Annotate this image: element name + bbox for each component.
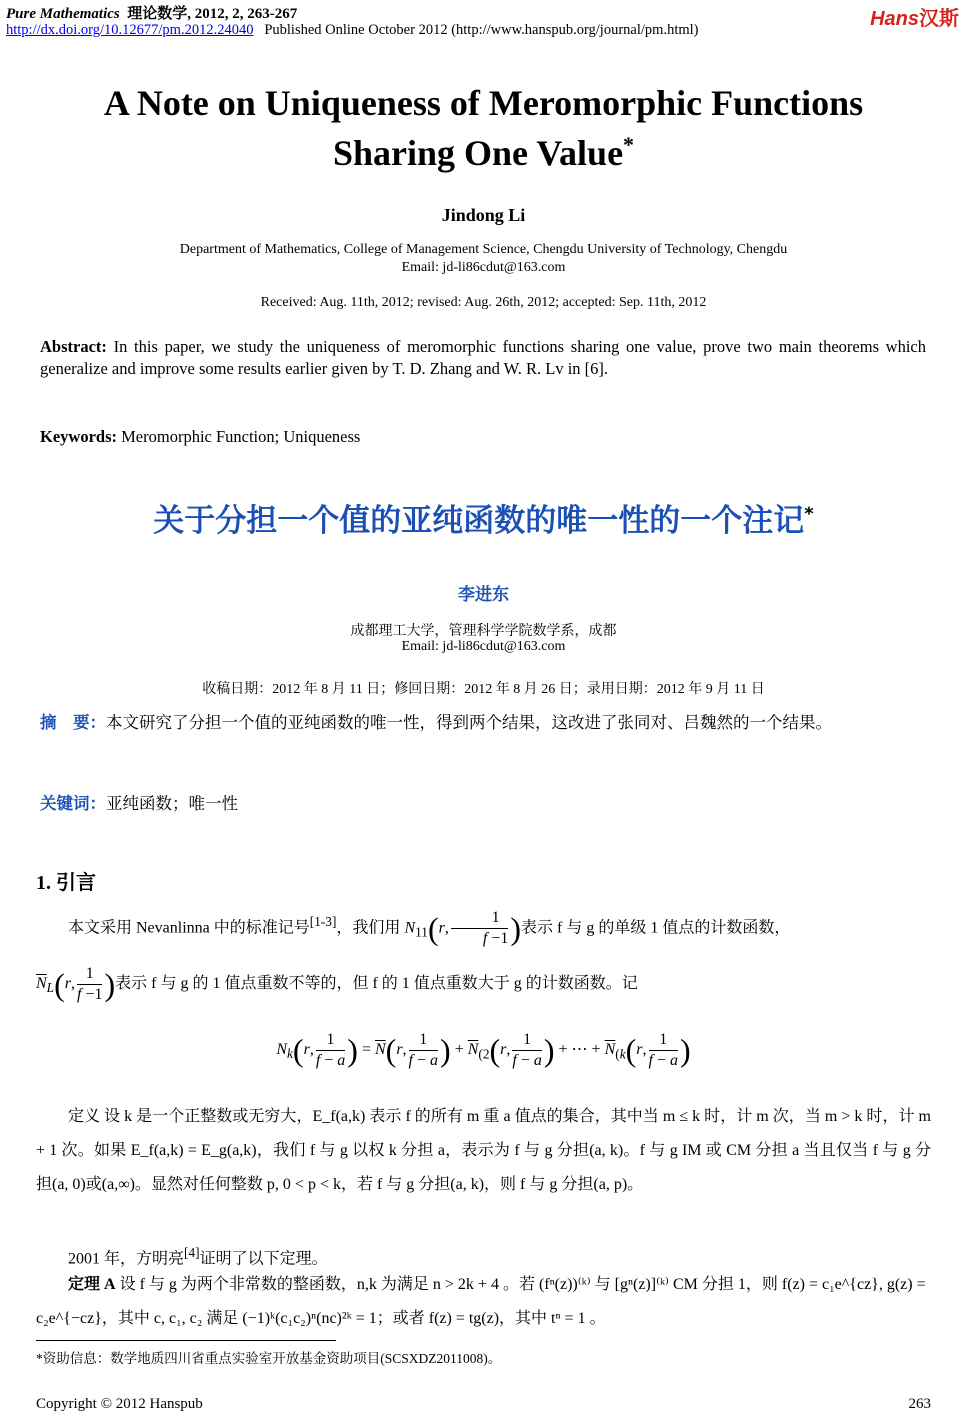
received-dates: Received: Aug. 11th, 2012; revised: Aug. 26th, 2012; accepted: Sep. 11th, 2012 [260, 295, 707, 310]
cn-received-dates: 收稿日期：2012 年 8 月 11 日；修回日期：2012 年 8 月 26 日；录用日期：2012 年 9 月 11 日 [202, 682, 765, 697]
published-info: Published Online October 2012 (http://www.hanspub.org/journal/pm.html) [264, 22, 699, 38]
p1-text-a: 本文采用 Nevanlinna 中的标准记号 [68, 919, 310, 937]
p3-text-a: 2001 年，方明亮 [68, 1250, 185, 1268]
doi-line [6, 22, 698, 39]
p2-text: 表示 f 与 g 的 1 值点重数不等的，但 f 的 1 值点重数大于 g 的计数函数。记 [115, 975, 638, 992]
hans-logo: Hans汉斯 [870, 6, 959, 30]
title-line-1: A Note on Uniqueness of Meromorphic Functions [103, 83, 864, 123]
cn-keywords-label: 关键词： [40, 794, 106, 813]
page-number: 263 [908, 1396, 931, 1412]
cn-title-footnote-mark: * [804, 503, 814, 525]
p1-text-b: ，我们用 [336, 919, 401, 937]
cn-title-text: 关于分担一个值的亚纯函数的唯一性的一个注记 [153, 503, 805, 539]
cn-keywords-text: 亚纯函数；唯一性 [106, 794, 238, 813]
abstract [40, 336, 926, 380]
cn-abstract-text: 本文研究了分担一个值的亚纯函数的唯一性，得到两个结果，这改进了张同对、吕魏然的一个结果。 [106, 713, 832, 732]
affiliation: Department of Mathematics, College of Management Science, Chengdu University of Technology, Chengdu [179, 242, 788, 257]
formula-nk: $N_k(r$, $\frac{1}{f - a}$ ) = $\overline{N}(r$, $\frac{1}{f - a}$ ) + $\overline{N}_{(2}(r$, $\frac{1}{f - a}$ ) + ⋯ + $\overline{N}_{(k}(r$, $\frac{1}{f - a}$ ) [276, 1031, 691, 1069]
keywords-label: Keywords: [40, 427, 117, 446]
p3-text-b: 证明了以下定理。 [199, 1250, 328, 1268]
citation: [4] [184, 1245, 200, 1260]
citation: [1-3] [309, 914, 337, 929]
footnote: *资助信息：数学地质四川省重点实验室开放基金资助项目(SCSXDZ2011008)。 [36, 1351, 502, 1366]
intro-paragraph-1: 本文采用 Nevanlinna 中的标准记号[1-3]，我们用 $N_{11}(r$, $\frac{1}{f -1}$ )表示 f 与 g 的单级 1 值点的计数函数， [68, 909, 791, 948]
definition-paragraph: 定义 设 k 是一个正整数或无穷大，E_f(a,k) 表示 f 的所有 m 重 a 值点的集合，其中当 m ≤ k 时，计 m 次，当 m > k 时，计 m + 1 次。如果 E_f(a,k) = E_g(a,k)，我们 f 与 g 以权 k 分担 a，表示为 f 与 g 分担(a, k)。f 与 g IM 或 CM 分担 a 当且仅当 f 与 g 分担(a, 0)或(a,∞)。显然对任何整数 p, 0 < p < k，若 f 与 g 分担(a, k)，则 f 与 g 分担(a, p)。 [36, 1108, 931, 1193]
cn-title [0, 495, 967, 540]
copyright: Copyright © 2012 Hanspub [36, 1396, 203, 1412]
cn-abstract [40, 710, 926, 736]
keywords-text: Meromorphic Function; Uniqueness [121, 427, 361, 446]
paper-title [0, 82, 967, 174]
title-line-2: Sharing One Value [332, 133, 624, 173]
cn-abstract-label: 摘 要： [40, 713, 106, 732]
keywords [40, 426, 926, 448]
email: Email: jd-li86cdut@163.com [401, 260, 566, 275]
abstract-label: Abstract: [40, 337, 107, 356]
theorem-a [36, 1268, 931, 1336]
footnote-divider [36, 1340, 336, 1341]
cn-author: 李进东 [458, 585, 509, 605]
title-footnote-mark: * [623, 132, 635, 157]
theorem-a-label: 定理 A [68, 1276, 116, 1293]
intro-paragraph-2: $\overline{N}_L(r$, $\frac{1}{f -1}$ )表示 f 与 g 的 1 值点重数不等的，但 f 的 1 值点重数大于 g 的计数函数。记 [36, 964, 638, 1003]
cn-email: Email: jd-li86cdut@163.com [401, 639, 566, 654]
abstract-text: In this paper, we study the uniqueness of meromorphic functions sharing one value, prove two main theorems which generalize and improve some results earlier given by T. D. Zhang and W. R. Lv in [6]. [40, 337, 927, 378]
p1-text-c: 表示 f 与 g 的单级 1 值点的计数函数， [520, 919, 791, 937]
author: Jindong Li [441, 205, 526, 225]
cn-keywords [40, 793, 926, 815]
journal-header [6, 2, 297, 23]
doi-link[interactable]: http://dx.doi.org/10.12677/pm.2012.24040 [6, 22, 254, 38]
cn-affiliation: 成都理工大学，管理科学学院数学系，成都 [350, 624, 617, 639]
theorem-a-text: 设 f 与 g 为两个非常数的整函数，n,k 为满足 n > 2k + 4 。若 (fⁿ(z))⁽ᵏ⁾ 与 [gⁿ(z)]⁽ᵏ⁾ CM 分担 1，则 f(z) = c₁e^{cz}, g(z) = c₂e^{−cz}，其中 c, c₁, c₂ 满足 (−1)ᵏ(c₁c₂)ⁿ(nc)²ᵏ = 1；或者 f(z) = tg(z)，其中 tⁿ = 1 。 [36, 1276, 926, 1327]
journal-info: 理论数学, 2012, 2, 263-267 [127, 6, 298, 22]
journal-name: Pure Mathematics [6, 6, 120, 22]
section-heading: 1. 引言 [36, 872, 96, 894]
